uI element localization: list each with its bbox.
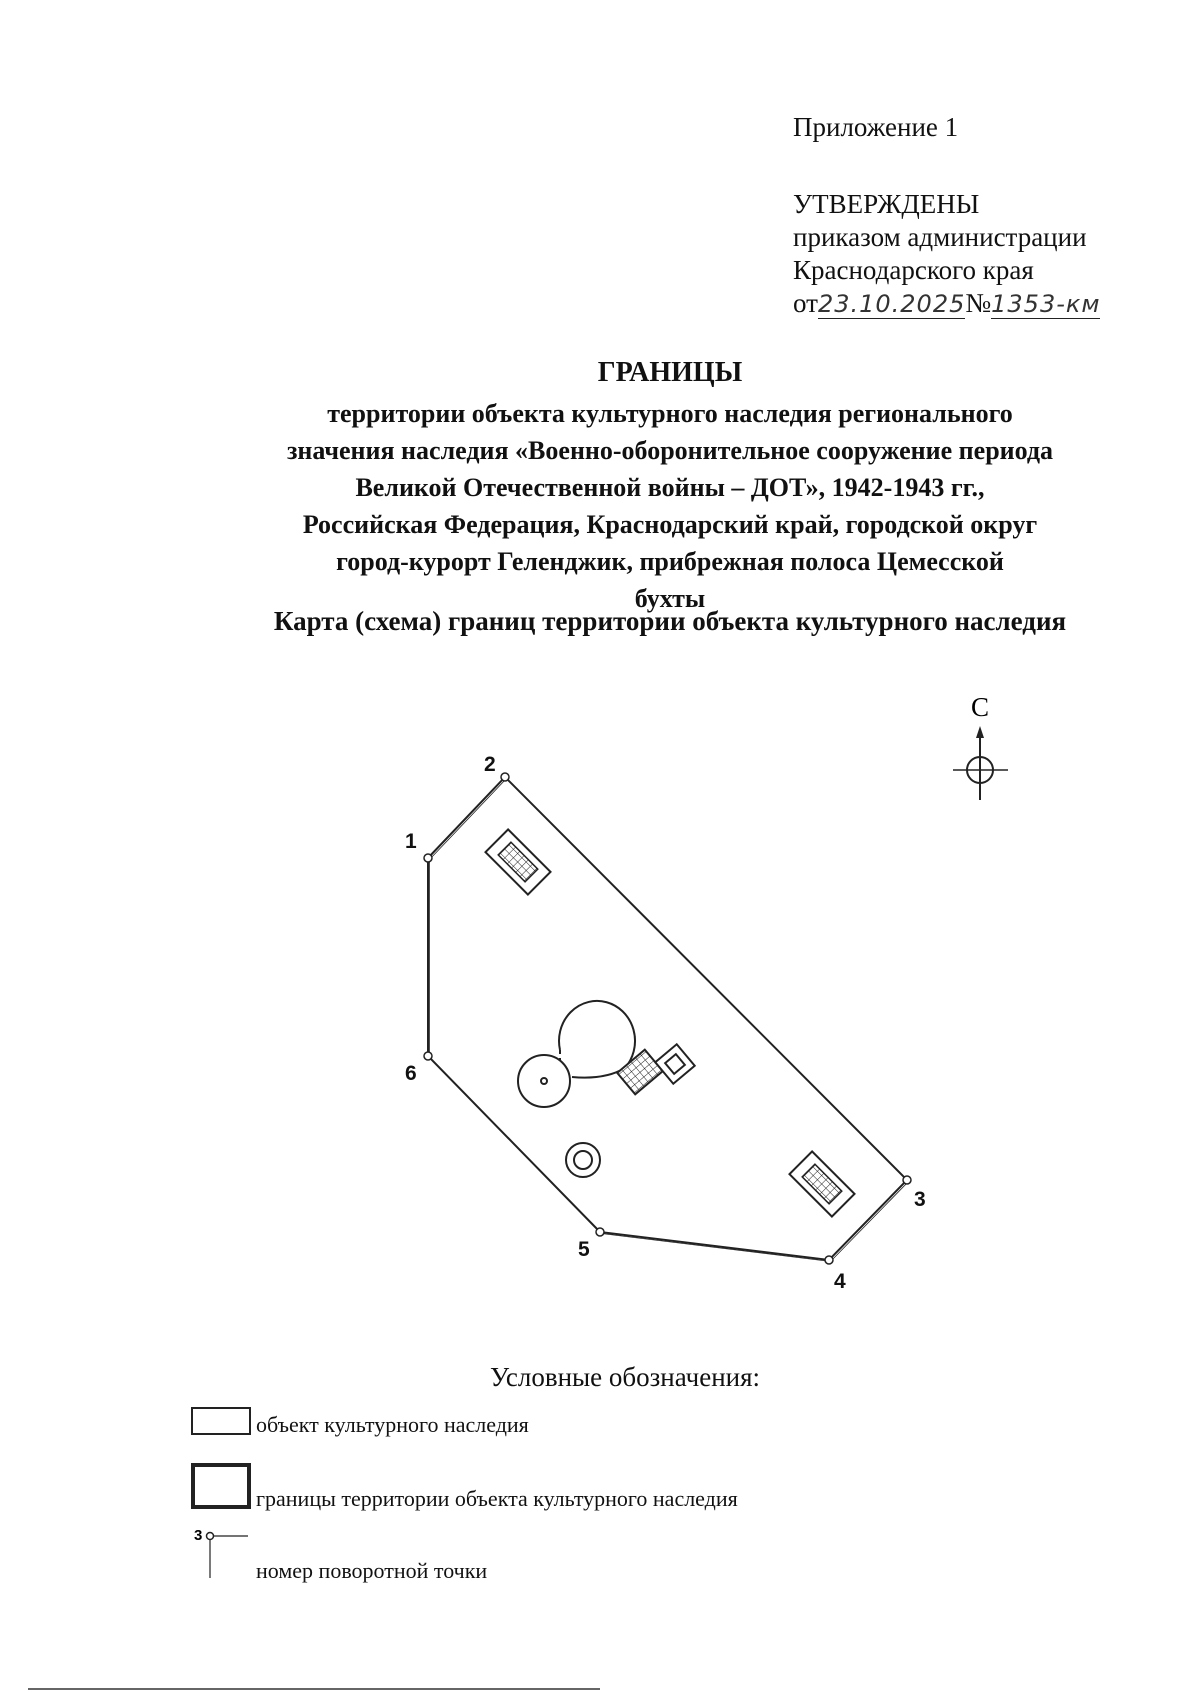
document-title: ГРАНИЦЫ xyxy=(597,357,743,388)
turning-point-5 xyxy=(596,1228,604,1236)
turning-point-6 xyxy=(424,1052,432,1060)
north-label: С xyxy=(970,692,990,722)
approved-line-1: приказом администрации xyxy=(793,222,1087,252)
point-label-6: 6 xyxy=(405,1062,417,1085)
legend-title: Условные обозначения: xyxy=(490,1362,761,1392)
north-arrow-icon xyxy=(953,726,1008,800)
legend-label: объект культурного наследия xyxy=(256,1412,529,1437)
bottom-rule xyxy=(28,1688,600,1690)
subtitle-line: территории объекта культурного наследия регионального xyxy=(327,399,1013,428)
subtitle-line: бухты xyxy=(634,584,706,613)
legend-label: границы территории объекта культурного наследия xyxy=(256,1486,738,1511)
appendix-label: Приложение 1 xyxy=(793,112,959,142)
point-label-5: 5 xyxy=(578,1238,590,1261)
map-title: Карта (схема) границ территории объекта культурного наследия xyxy=(273,606,1067,636)
turning-point-4 xyxy=(825,1256,833,1264)
point-label-4: 4 xyxy=(834,1270,846,1293)
heritage-structure-bottom xyxy=(789,1151,854,1216)
subtitle-line: Великой Отечественной войны – ДОТ», 1942-1943 гг., xyxy=(355,473,985,502)
point-label-3: 3 xyxy=(914,1188,926,1211)
heritage-structure-top xyxy=(485,829,550,894)
from-prefix: от xyxy=(793,288,818,318)
turning-point-2 xyxy=(501,773,509,781)
approved-line-2: Краснодарского края xyxy=(793,255,1034,285)
ring-structure xyxy=(566,1143,600,1177)
legend-object-symbol xyxy=(190,1406,254,1438)
handwritten-number: 1353-км xyxy=(991,290,1101,318)
turning-point-3 xyxy=(903,1176,911,1184)
point-label-1: 1 xyxy=(405,830,417,853)
handwritten-date: 23.10.2025 xyxy=(817,290,966,318)
point-label-2: 2 xyxy=(484,753,496,776)
heritage-structure-center xyxy=(518,1001,695,1107)
legend-point-number: 3 xyxy=(194,1527,203,1544)
number-sign: № xyxy=(965,288,992,318)
subtitle-line: Российская Федерация, Краснодарский край, городской округ xyxy=(302,510,1038,539)
legend-point-symbol xyxy=(190,1526,254,1586)
subtitle-line: значения наследия «Военно-оборонительное сооружение периода xyxy=(286,436,1054,465)
turning-point-1 xyxy=(424,854,432,862)
legend-boundary-symbol xyxy=(190,1462,254,1512)
subtitle-line: город-курорт Геленджик, прибрежная полоса Цемесской xyxy=(336,547,1004,576)
legend-label: номер поворотной точки xyxy=(256,1558,488,1583)
approved-title: УТВЕРЖДЕНЫ xyxy=(793,189,980,219)
